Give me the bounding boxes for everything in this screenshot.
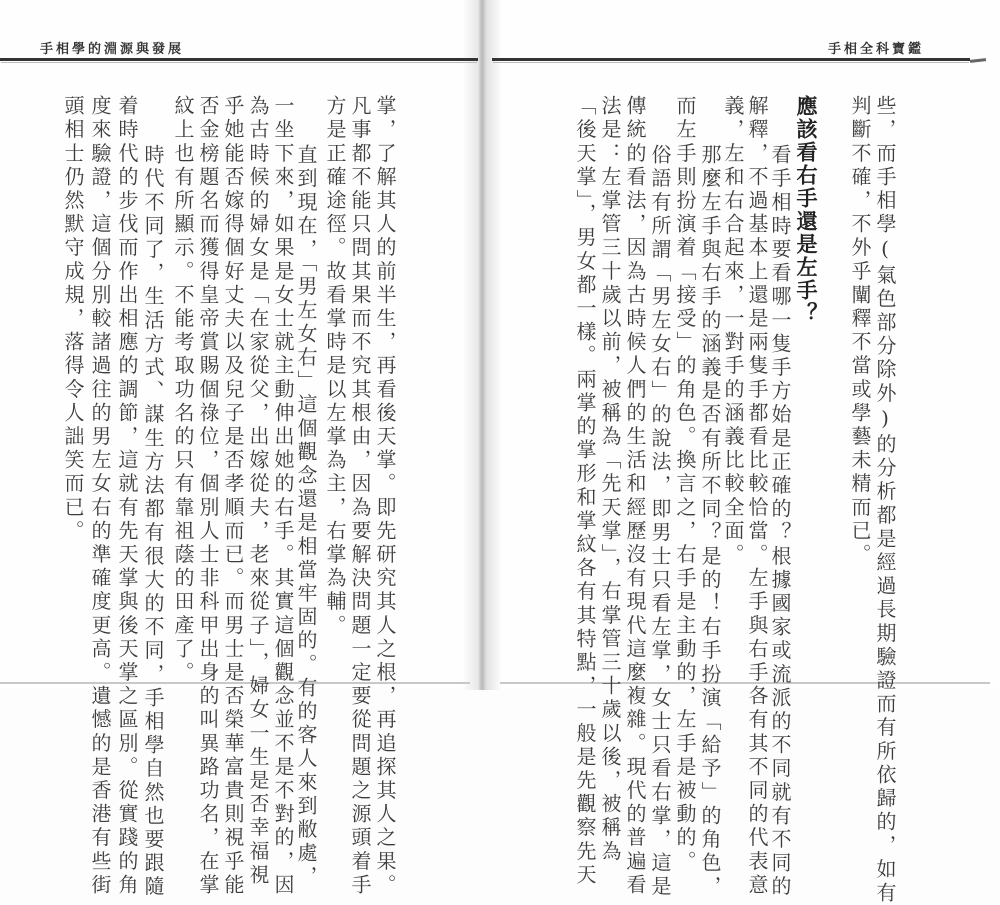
text-column: 而左手則扮演着「接受」的角色。換言之，右手是主動的，左手是被動的。: [673, 95, 697, 874]
text-column: 傳統的看法，因為古時候人們的生活和經歷沒有現代這麼複雜。現代的普遍看: [623, 95, 647, 898]
section-heading: 應該看右手還是左手？: [794, 95, 819, 325]
text-column: 度來驗證，這個分別較諸過往的男左女右的準確度更高。遺憾的是香港有些街: [88, 95, 112, 898]
text-column: 否金榜題名而獲得皇帝賞賜個祿位，個別人士非科甲出身的叫異路功名，在掌: [196, 95, 220, 898]
text-column: 解釋，不過基本上還是兩隻手都看比較恰當。左手與右手各有其不同的代表意: [745, 95, 769, 898]
left-header-rule: [0, 58, 478, 61]
text-column: 時代不同了，生活方式、謀生方法都有很大的不同，手相學自然也要跟隨: [141, 144, 165, 900]
text-column: 義，左和右合起來，一對手的涵義比較全面。: [721, 95, 745, 567]
book-gutter: [462, 0, 502, 690]
text-column: 頭相士仍然默守成規，落得令人詘笑而已。: [61, 95, 85, 544]
right-running-head: 手相全科寶鑑: [828, 42, 925, 57]
text-column: 方是正確途徑。故看掌時是以左掌為主，右掌為輔。: [323, 95, 347, 638]
right-header-rule: [492, 58, 970, 61]
text-column: 為古時候的婦女是「在家從父，出嫁從夫，老來從子」，婦女一生是否幸福視: [246, 95, 270, 888]
text-column: 看手相時要看哪一隻手方始是正確的？根據國家或流派的不同就有不同的: [768, 144, 792, 900]
left-running-head: 手相學的淵源與發展: [40, 42, 185, 57]
text-column: 一坐下來，如果是女士就主動伸出她的右手。其實這個觀念並不是不對的，因: [271, 95, 295, 898]
text-column: 掌，了解其人的前半生，再看後天掌。即先研究其人之根，再追探其人之果。: [373, 95, 397, 898]
text-column: 直到現在，「男左女右」這個觀念還是相當牢固的。有的客人來到敝處，: [294, 144, 318, 890]
text-column: 凡事都不能只問其果而不究其根由，因為要解決問題一定要從問題之源頭着手: [348, 95, 372, 898]
text-column: 那麼左手與右手的涵義是否有所不同？是的！右手扮演「給予」的角色，: [698, 144, 722, 900]
text-column: 些，而手相學(氣色部分除外)的分析都是經過長期驗證而有所依歸的，如有: [873, 95, 897, 905]
text-column: 「後天掌」，男女都一樣。兩掌的掌形和掌紋各有其特點，一般是先觀察先天: [573, 95, 597, 888]
text-column: 法是：左掌管三十歲以前，被稱為「先天掌」，右掌管三十歲以後，被稱為: [598, 95, 622, 864]
text-column: 俗語有所謂「男左女右」的說法，即男士只看左掌，女士只看右掌，這是: [648, 144, 672, 900]
text-column: 乎她能否嫁得個好丈夫以及兒子是否孝順而已。而男士是否榮華富貴則視乎能: [221, 95, 245, 898]
text-column: 着時代的步伐而作出相應的調節，這就有先天掌與後天掌之區別。從實踐的角: [115, 95, 139, 898]
text-column: 紋上也有所顯示。不能考取功名的只有靠祖蔭的田產了。: [171, 95, 195, 685]
text-column: 判斷不確，不外乎闡釋不當或學藝未精而已。: [848, 95, 872, 567]
